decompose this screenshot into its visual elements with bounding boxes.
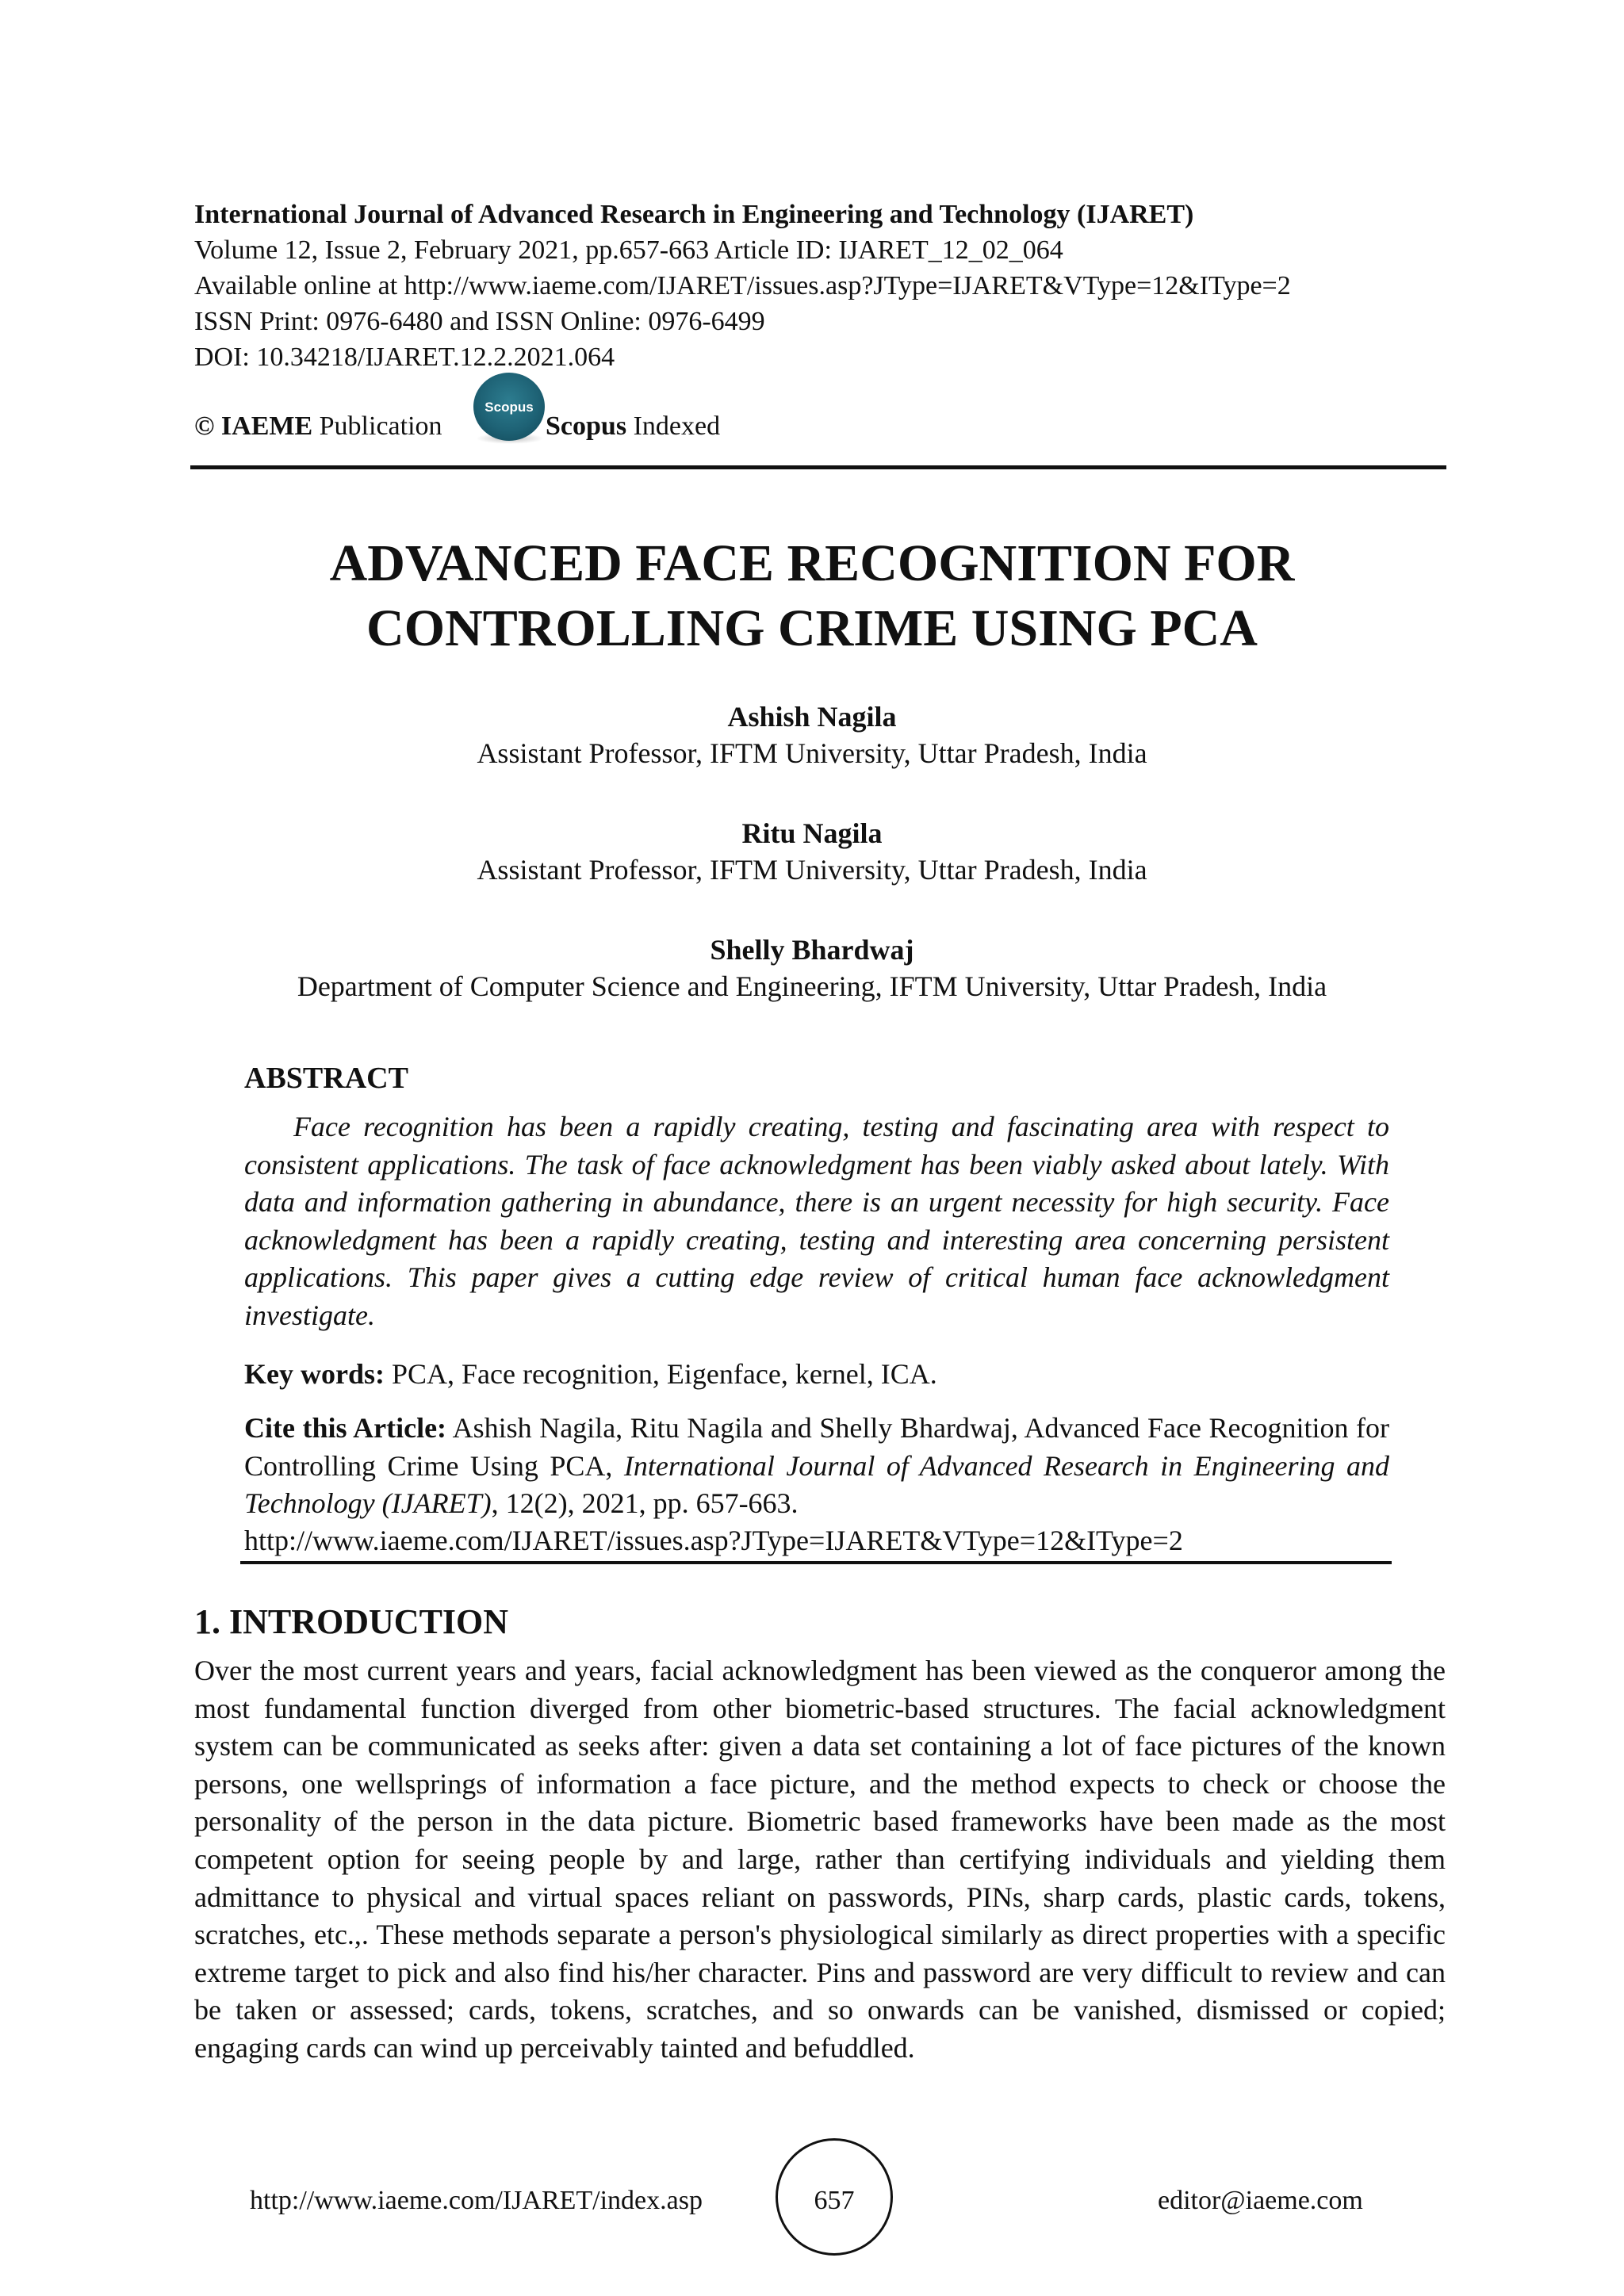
title-line-1: ADVANCED FACE RECOGNITION FOR	[329, 534, 1295, 592]
journal-title: International Journal of Advanced Research in Engineering and Technology (IJARET)	[194, 200, 1194, 229]
publisher-line	[194, 408, 442, 444]
scopus-bold: Scopus	[546, 411, 627, 441]
abstract-text: Face recognition has been a rapidly creating, testing and fascinating area with respect to consistent applications. The task of face acknowledgment has been viably asked about lately. With data and information gathering in abundance, there is an urgent necessity for high security. Face acknowledgment has been a rapidly creating, testing and interesting area concerning persistent applications. This paper gives a cutting edge review of critical human face acknowledgment investigate.	[244, 1111, 1389, 1331]
scopus-logo-icon	[473, 373, 545, 441]
cite-details: , 12(2), 2021, pp. 657-663.	[491, 1487, 799, 1519]
introduction-text: Over the most current years and years, facial acknowledgment has been viewed as the conqueror among the most fundamental function diverged from other biometric-based structures. The facial acknowledgment system can be communicated as seeks after: given a data set containing a lot of face pictures of the known persons, one wellsprings of information a face picture, and the method expects to check or choose the personality of the person in the data picture. Biometric based frameworks have been made as the most competent option for seeing people by and large, rather than certifying individuals and yielding them admittance to physical and virtual spaces reliant on passwords, PINs, sharp cards, plastic cards, tokens, scratches, etc.,. These methods separate a person's physiological similarly as direct properties with a specific extreme target to pick and also find his/her character. Pins and password are very difficult to review and can be taken or assessed; cards, tokens, scratches, and so onwards can be vanished, dismissed or copied; engaging cards can wind up perceivably tainted and befuddled.	[194, 1655, 1446, 2064]
paper-title	[0, 531, 1624, 661]
author-name: Ritu Nagila	[741, 817, 883, 849]
page-number: 657	[814, 2186, 855, 2215]
publication-word: Publication	[319, 411, 442, 441]
author-affiliation: Department of Computer Science and Engineering, IFTM University, Uttar Pradesh, India	[297, 970, 1327, 1002]
scopus-logo-label: Scopus	[485, 399, 534, 415]
publisher-name: IAEME	[220, 411, 313, 441]
footer-url[interactable]: http://www.iaeme.com/IJARET/index.asp	[250, 2186, 703, 2215]
citation	[244, 1410, 1389, 1523]
indexed-word: Indexed	[633, 411, 721, 441]
cite-url[interactable]: http://www.iaeme.com/IJARET/issues.asp?JType=IJARET&VType=12&IType=2	[244, 1525, 1183, 1556]
introduction-heading: 1. INTRODUCTION	[194, 1602, 509, 1641]
journal-header	[194, 197, 1463, 375]
cite-journal: International Journal of Advanced Research in Engineering and Technology (IJARET)	[244, 1449, 1390, 1519]
online-line: Available online at http://www.iaeme.com/IJARET/issues.asp?JType=IJARET&VType=12&IType=2	[194, 271, 1291, 300]
author-affiliation: Assistant Professor, IFTM University, Uttar Pradesh, India	[477, 737, 1147, 769]
author-block	[0, 932, 1624, 1004]
header-divider	[190, 465, 1446, 469]
issn-line: ISSN Print: 0976-6480 and ISSN Online: 0976-6499	[194, 307, 765, 336]
author-name: Shelly Bhardwaj	[710, 934, 914, 966]
copyright-symbol: ©	[194, 411, 215, 441]
author-affiliation: Assistant Professor, IFTM University, Uttar Pradesh, India	[477, 854, 1147, 886]
title-line-2: CONTROLLING CRIME USING PCA	[366, 599, 1258, 657]
scopus-indexed	[546, 408, 720, 444]
author-name: Ashish Nagila	[727, 701, 897, 733]
abstract-heading: ABSTRACT	[244, 1062, 408, 1095]
keywords-line	[244, 1356, 1389, 1392]
cite-authors: Ashish Nagila, Ritu Nagila and Shelly Bhardwaj, Advanced Face Recognition for Controlling Crime Using PCA,	[244, 1412, 1389, 1482]
cite-label: Cite this Article:	[244, 1412, 447, 1444]
author-block	[0, 815, 1624, 888]
keywords-value: PCA, Face recognition, Eigenface, kernel, ICA.	[391, 1358, 937, 1390]
doi-line: DOI: 10.34218/IJARET.12.2.2021.064	[194, 342, 615, 372]
volume-line: Volume 12, Issue 2, February 2021, pp.657-663 Article ID: IJARET_12_02_064	[194, 235, 1063, 265]
author-block	[0, 698, 1624, 771]
abstract-divider	[240, 1561, 1392, 1564]
footer-email[interactable]: editor@iaeme.com	[1158, 2186, 1363, 2215]
keywords-label: Key words:	[244, 1358, 385, 1390]
